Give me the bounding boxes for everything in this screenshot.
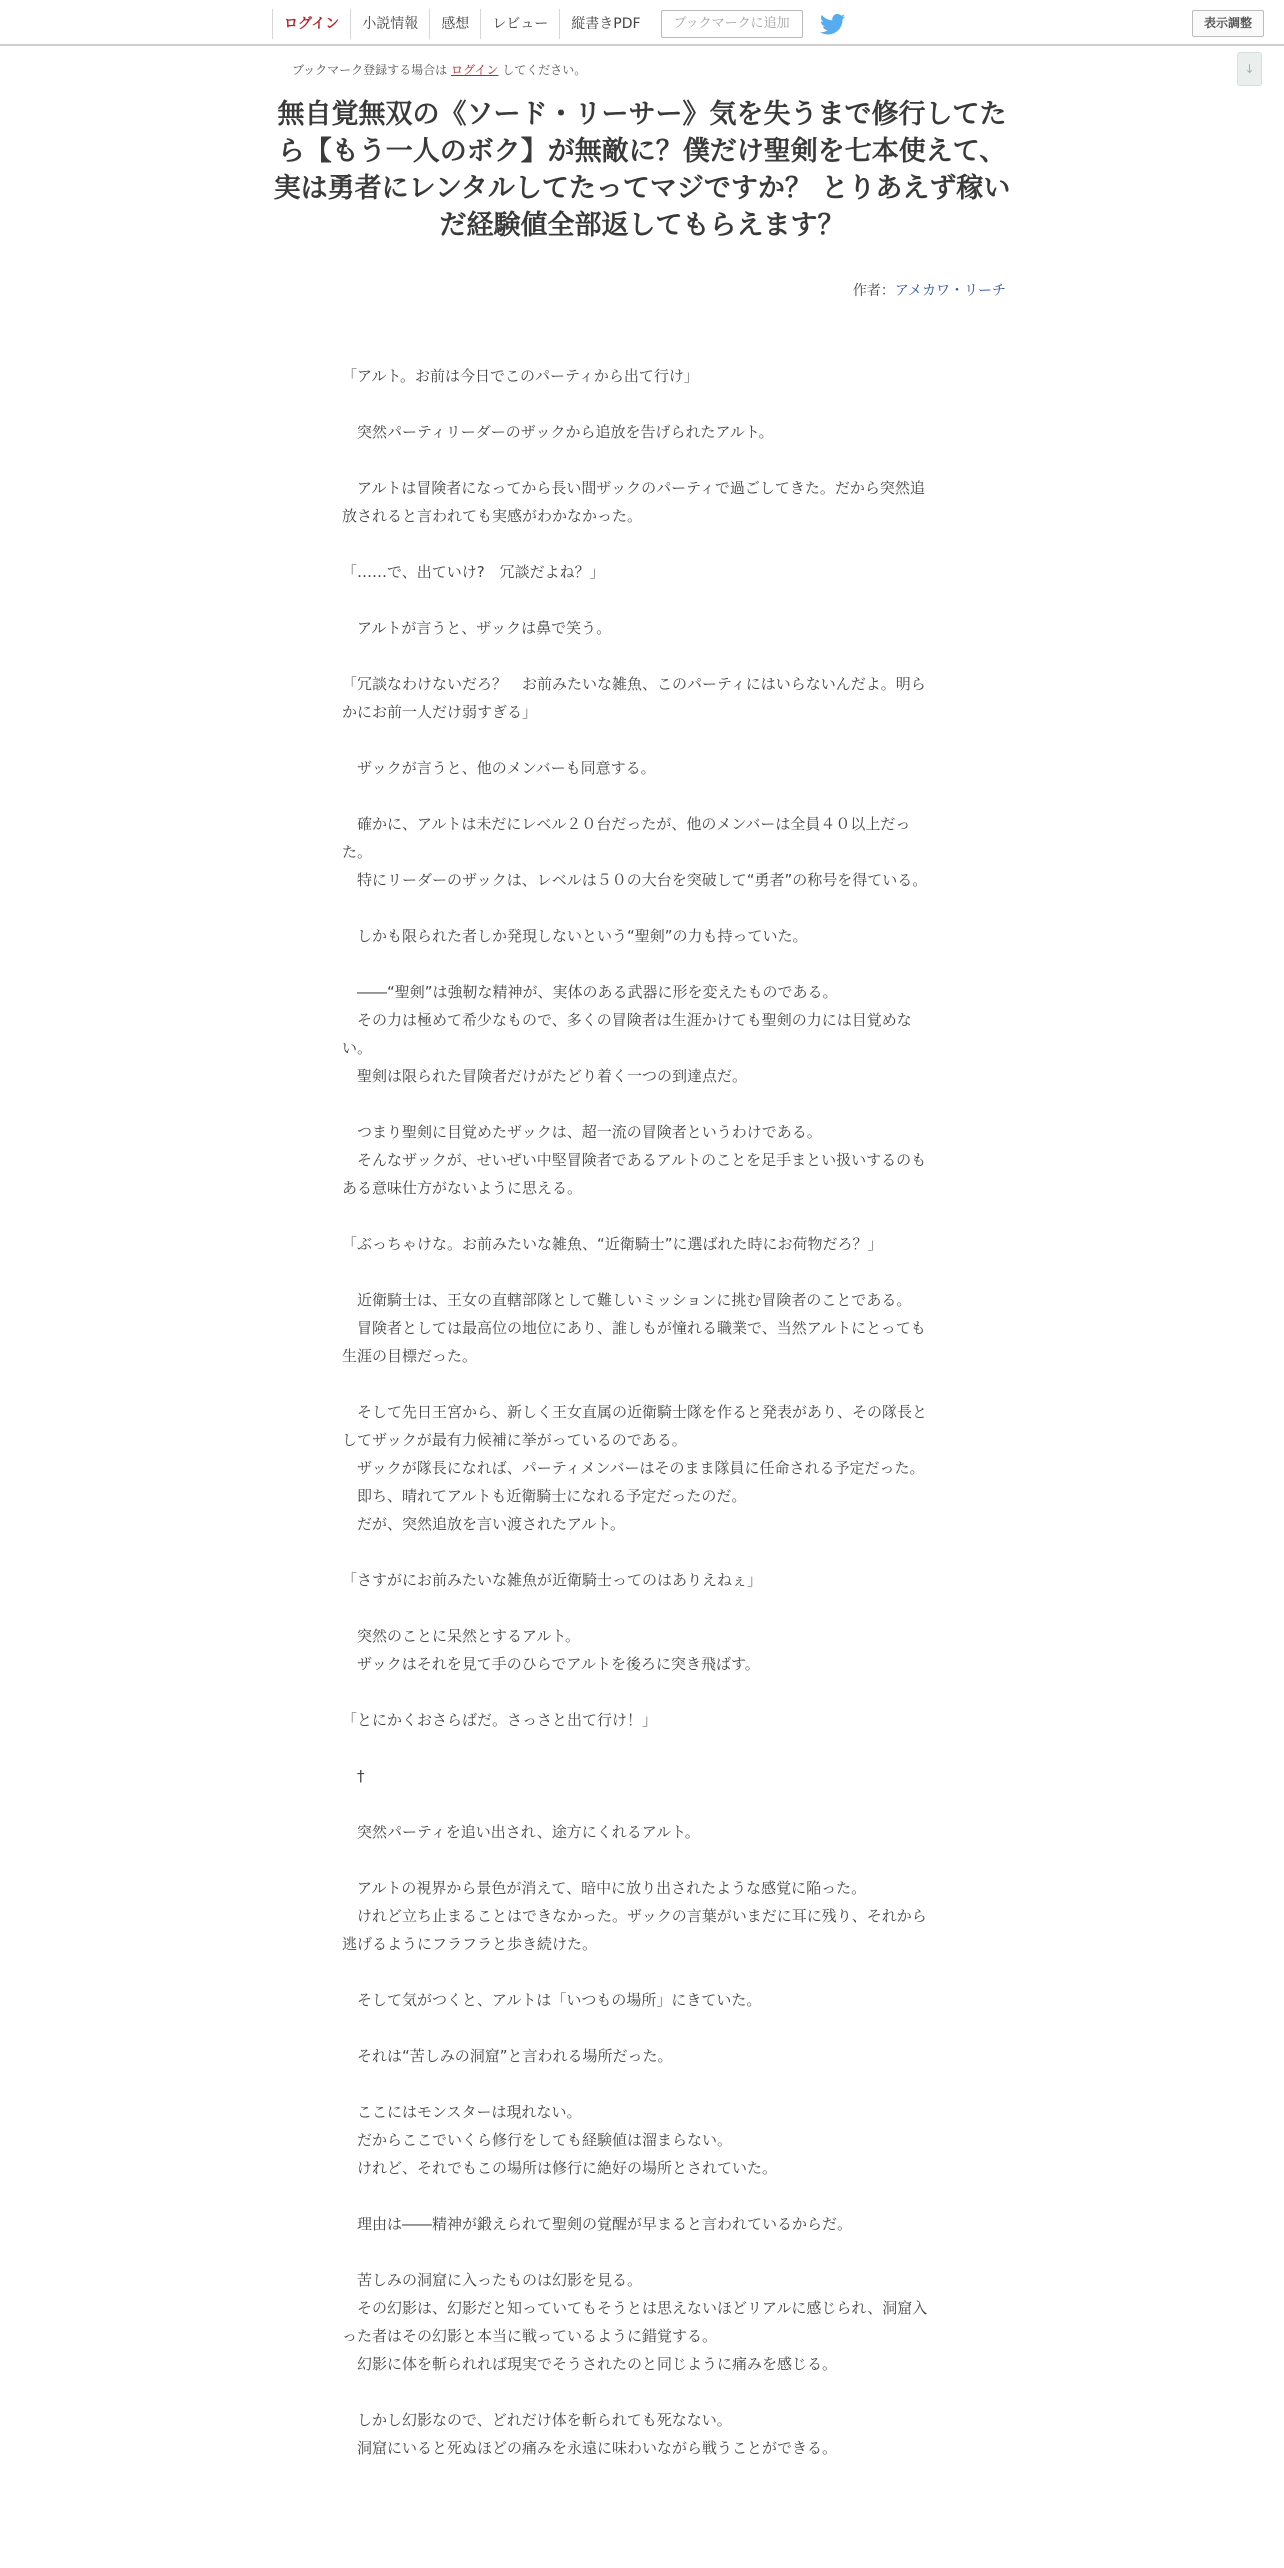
twitter-bird-icon[interactable] — [819, 12, 847, 36]
author-label: 作者： — [852, 283, 895, 299]
body-paragraph: 確かに、アルトは未だにレベル２０台だったが、他のメンバーは全員４０以上だった。 — [342, 815, 911, 861]
body-paragraph: けれど、それでもこの場所は修行に絶好の場所とされていた。 — [342, 2159, 778, 2177]
body-paragraph: 幻影に体を斬られれば現実でそうされたのと同じように痛みを感じる。 — [342, 2355, 838, 2373]
body-paragraph — [342, 1734, 938, 1762]
body-paragraph — [342, 2070, 938, 2098]
body-paragraph — [342, 390, 938, 418]
body-paragraph: 「……で、出ていけ? 冗談だよね？」 — [342, 563, 605, 581]
body-paragraph: ここにはモンスターは現れない。 — [342, 2103, 582, 2121]
body-paragraph: その力は極めて希少なもので、多くの冒険者は生涯かけても聖剣の力には目覚めない。 — [342, 1011, 912, 1057]
body-paragraph — [342, 446, 938, 474]
body-paragraph: だからここでいくら修行をしても経験値は溜まらない。 — [342, 2131, 733, 2149]
body-paragraph — [342, 1090, 938, 1118]
body-paragraph: つまり聖剣に目覚めたザックは、超一流の冒険者というわけである。 — [342, 1123, 822, 1141]
body-paragraph — [342, 782, 938, 810]
body-paragraph: そして気がつくと、アルトは「いつもの場所」にきていた。 — [342, 1991, 762, 2009]
body-paragraph — [342, 1370, 938, 1398]
body-paragraph — [342, 642, 938, 670]
body-paragraph: だが、突然追放を言い渡されたアルト。 — [342, 1515, 626, 1533]
body-paragraph: 苦しみの洞窟に入ったものは幻影を見る。 — [342, 2271, 643, 2289]
nav-novel-info-link[interactable]: 小説情報 — [350, 9, 429, 39]
body-paragraph: 突然のことに呆然とするアルト。 — [342, 1627, 581, 1645]
body-paragraph: 特にリーダーのザックは、レベルは５０の大台を突破して“勇者”の称号を得ている。 — [342, 871, 928, 889]
novel-author — [853, 280, 1006, 300]
body-paragraph: アルトは冒険者になってから長い間ザックのパーティで過ごしてきた。だから突然追放されると言われても実感がわかなかった。 — [342, 479, 925, 525]
nav-login-link[interactable]: ログイン — [272, 9, 350, 39]
add-bookmark-button[interactable]: ブックマークに追加 — [661, 10, 803, 38]
body-paragraph: 突然パーティを追い出され、途方にくれるアルト。 — [342, 1823, 700, 1841]
body-paragraph: 近衛騎士は、王女の直轄部隊として難しいミッションに挑む冒険者のことである。 — [342, 1291, 912, 1309]
nav-menu — [272, 9, 847, 39]
body-paragraph: アルトの視界から景色が消えて、暗中に放り出されたような感覚に陥った。 — [342, 1879, 867, 1897]
body-paragraph — [342, 1846, 938, 1874]
body-paragraph — [342, 1958, 938, 1986]
body-paragraph: 「とにかくおさらばだ。さっさと出て行け！」 — [342, 1711, 658, 1729]
body-paragraph: 即ち、晴れてアルトも近衛騎士になれる予定だったのだ。 — [342, 1487, 747, 1505]
nav-review-link[interactable]: レビュー — [480, 9, 559, 39]
body-paragraph: そして先日王宮から、新しく王女直属の近衛騎士隊を作ると発表があり、その隊長としてザックが最有力候補に挙がっているのである。 — [342, 1403, 928, 1449]
body-paragraph: 突然パーティリーダーのザックから追放を告げられたアルト。 — [342, 423, 774, 441]
body-paragraph: 「ぶっちゃけな。お前みたいな雑魚、“近衛騎士”に選ばれた時にお荷物だろ？」 — [342, 1235, 883, 1253]
author-name-link[interactable]: アメカワ・リーチ — [894, 283, 1006, 299]
body-paragraph — [342, 1538, 938, 1566]
body-paragraph: 理由は――精神が鍛えられて聖剣の覚醒が早まると言われているからだ。 — [342, 2215, 853, 2233]
nav-impressions-link[interactable]: 感想 — [429, 9, 480, 39]
notice-login-link[interactable]: ログイン — [451, 63, 499, 77]
body-paragraph: 「アルト。お前は今日でこのパーティから出て行け」 — [342, 367, 699, 385]
body-paragraph — [342, 726, 938, 754]
body-paragraph: そんなザックが、せいぜい中堅冒険者であるアルトのことを足手まとい扱いするのもある意味仕方がないように思える。 — [342, 1151, 927, 1197]
body-paragraph: けれど立ち止まることはできなかった。ザックの言葉がいまだに耳に残り、それから逃げるようにフラフラと歩き続けた。 — [342, 1907, 927, 1953]
body-paragraph — [342, 894, 938, 922]
scroll-down-button[interactable]: ↓ — [1237, 52, 1262, 86]
body-paragraph: アルトが言うと、ザックは鼻で笑う。 — [342, 619, 612, 637]
body-paragraph — [342, 1678, 938, 1706]
body-paragraph: ザックはそれを見て手のひらでアルトを後ろに突き飛ばす。 — [342, 1655, 760, 1673]
body-paragraph — [342, 2182, 938, 2210]
body-paragraph: ザックが言うと、他のメンバーも同意する。 — [342, 759, 656, 777]
body-paragraph — [342, 1202, 938, 1230]
novel-title: 無自覚無双の《ソード・リーサー》気を失うまで修行してたら【もう一人のボク】が無敵に？僕だけ聖剣を七本使えて、実は勇者にレンタルしてたってマジですか？ とりあえず稼いだ経験値全部返してもらえます？ — [273, 99, 1011, 241]
body-paragraph — [342, 2238, 938, 2266]
body-paragraph — [342, 586, 938, 614]
body-paragraph: しかも限られた者しか発現しないという“聖剣”の力も持っていた。 — [342, 927, 808, 945]
notice-text-before: ブックマーク登録する場合は — [292, 63, 448, 77]
body-paragraph: † — [342, 1767, 365, 1785]
body-paragraph — [342, 2014, 938, 2042]
top-navigation-bar — [0, 0, 1284, 46]
body-paragraph — [342, 1790, 938, 1818]
body-paragraph: ザックが隊長になれば、パーティメンバーはそのまま隊員に任命される予定だった。 — [342, 1459, 925, 1477]
body-paragraph: 洞窟にいると死ぬほどの痛みを永遠に味わいながら戦うことができる。 — [342, 2439, 838, 2457]
body-paragraph — [342, 1258, 938, 1286]
body-paragraph: ――“聖剣”は強靭な精神が、実体のある武器に形を変えたものである。 — [342, 983, 838, 1001]
bookmark-login-notice — [292, 61, 586, 78]
body-paragraph — [342, 530, 938, 558]
body-paragraph: 聖剣は限られた冒険者だけがたどり着く一つの到達点だ。 — [342, 1067, 748, 1085]
notice-text-after: してください。 — [502, 63, 587, 77]
body-paragraph: しかし幻影なので、どれだけ体を斬られても死なない。 — [342, 2411, 732, 2429]
body-paragraph: 冒険者としては最高位の地位にあり、誰しもが憧れる職業で、当然アルトにとっても生涯の目標だった。 — [342, 1319, 926, 1365]
body-paragraph — [342, 1594, 938, 1622]
body-paragraph: それは“苦しみの洞窟”と言われる場所だった。 — [342, 2047, 673, 2065]
body-paragraph — [342, 2378, 938, 2406]
body-paragraph — [342, 950, 938, 978]
body-paragraph: 「冗談なわけないだろ？ お前みたいな雑魚、このパーティにはいらないんだよ。明らかにお前一人だけ弱すぎる」 — [342, 675, 926, 721]
body-paragraph: 「さすがにお前みたいな雑魚が近衛騎士ってのはありえねぇ」 — [342, 1571, 763, 1589]
novel-body-text — [342, 362, 938, 2462]
body-paragraph: その幻影は、幻影だと知っていてもそうとは思えないほどリアルに感じられ、洞窟入った者はその幻影と本当に戦っているように錯覚する。 — [342, 2299, 928, 2345]
nav-vertical-pdf-link[interactable]: 縦書きPDF — [559, 9, 651, 39]
display-settings-button[interactable]: 表示調整 — [1192, 10, 1264, 37]
